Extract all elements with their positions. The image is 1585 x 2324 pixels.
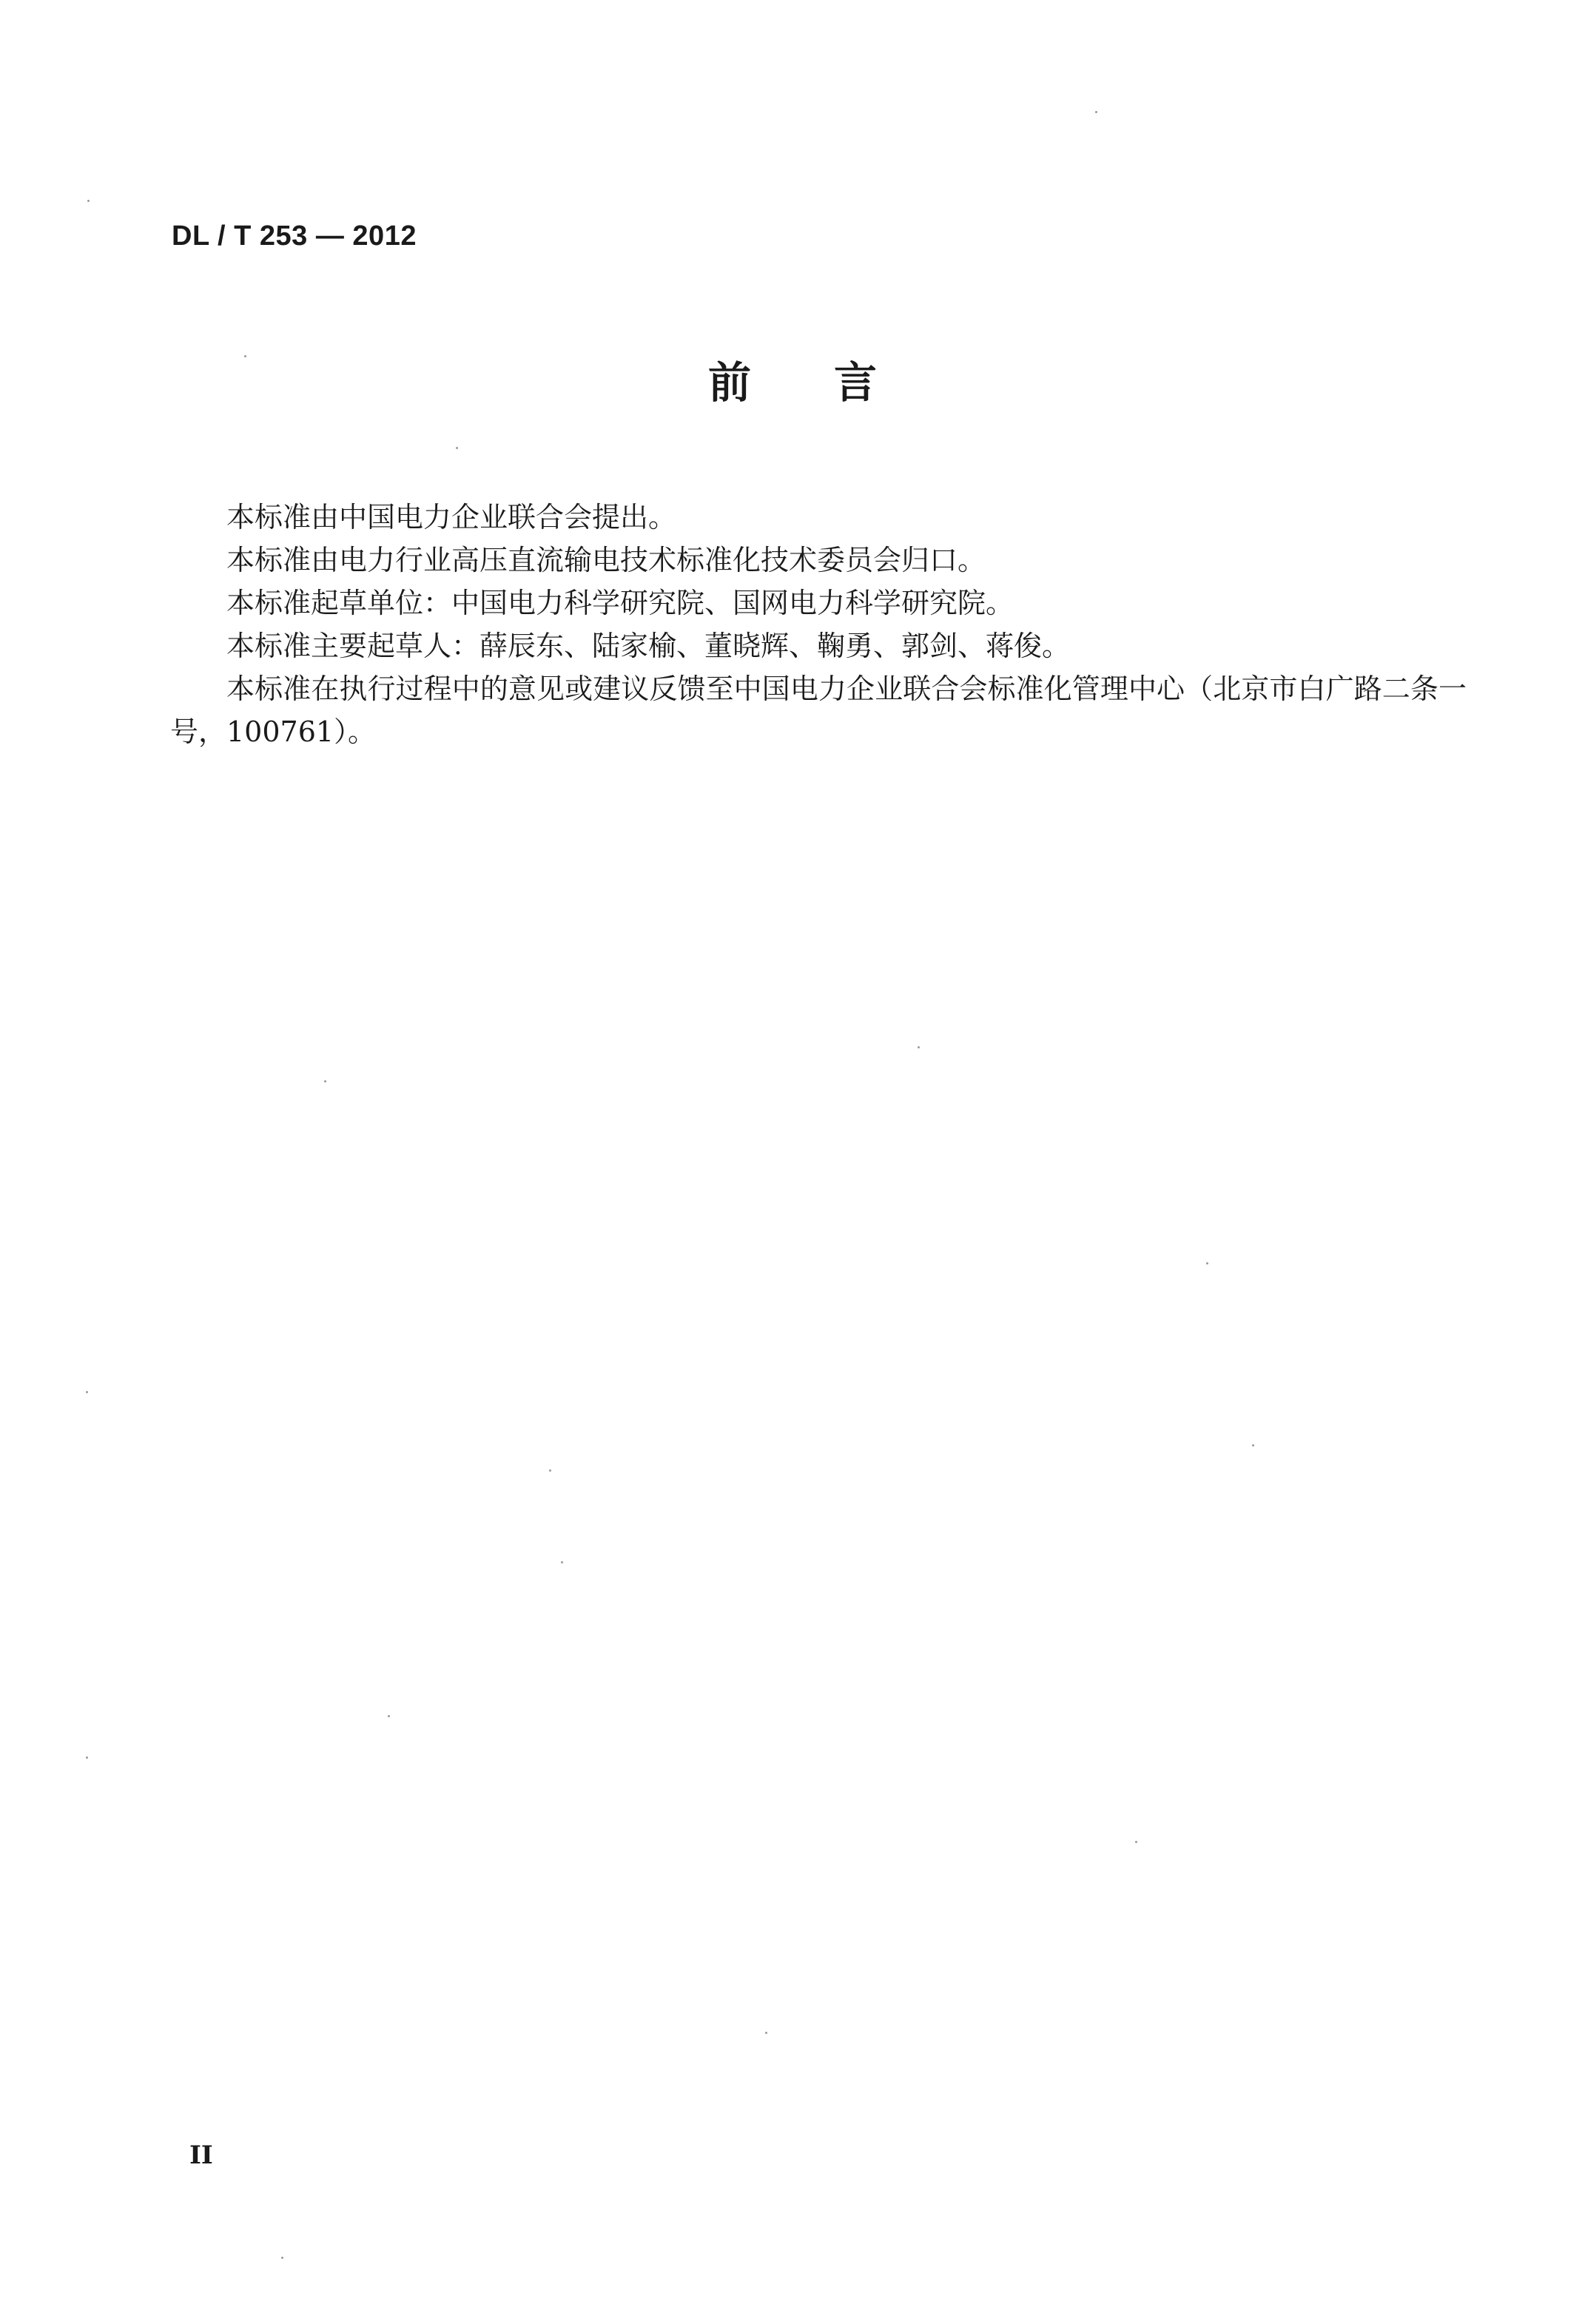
scan-speck (324, 1080, 326, 1082)
paragraph-feedback: 本标准在执行过程中的意见或建议反馈至中国电力企业联合会标准化管理中心（北京市白广路二条一号，100761）。 (170, 673, 1467, 748)
section-title-foreword: 前言 (707, 357, 960, 408)
scan-speck (1206, 1262, 1208, 1264)
scan-speck (281, 2257, 283, 2259)
scan-speck (561, 1561, 563, 1563)
document-code: DL / T 253 — 2012 (172, 220, 417, 252)
scan-speck (918, 1046, 920, 1048)
scan-speck (456, 447, 458, 449)
foreword-body (170, 496, 1467, 753)
scan-speck (1135, 1841, 1137, 1843)
paragraph-drafting-units: 本标准起草单位：中国电力科学研究院、国网电力科学研究院。 (226, 587, 1014, 619)
scan-speck (244, 355, 246, 357)
page-number: II (189, 2141, 213, 2170)
scan-speck (765, 2032, 767, 2034)
paragraph-proposer: 本标准由中国电力企业联合会提出。 (226, 501, 677, 533)
scan-speck (549, 1469, 551, 1472)
scan-speck (1252, 1444, 1254, 1446)
scan-speck (1095, 111, 1097, 113)
scan-speck (86, 1391, 88, 1393)
paragraph-committee: 本标准由电力行业高压直流输电技术标准化技术委员会归口。 (226, 544, 986, 576)
scan-speck (388, 1715, 390, 1717)
scan-speck (87, 200, 90, 202)
scan-speck (86, 1757, 88, 1759)
paragraph-drafters: 本标准主要起草人：薛辰东、陆家榆、董晓辉、鞠勇、郭剑、蒋俊。 (226, 630, 1071, 662)
